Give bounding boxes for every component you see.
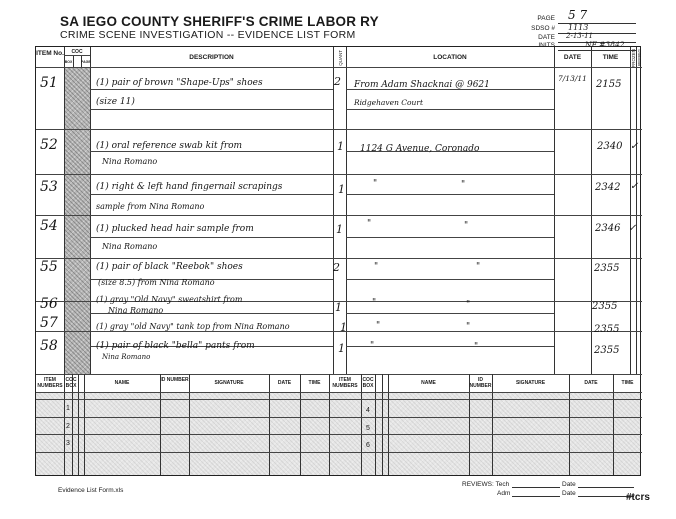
item-location-ditto: " bbox=[476, 262, 481, 272]
col-page: PAGE bbox=[81, 60, 91, 64]
item-check: ✓ bbox=[630, 181, 639, 192]
sdso-label: SDSO # bbox=[531, 25, 555, 32]
item-quantity: 1 bbox=[336, 223, 343, 236]
col-date: DATE bbox=[563, 54, 582, 61]
item-location-ditto: " bbox=[474, 342, 479, 352]
inits-label: INITS bbox=[538, 42, 555, 49]
form-title: SA IEGO COUNTY SHERIFF'S CRIME LABOR RY bbox=[60, 14, 379, 29]
custody-row-number: 6 bbox=[366, 442, 370, 449]
item-description: (1) oral reference swab kit from bbox=[96, 141, 243, 151]
page-value: 5 7 bbox=[568, 8, 588, 22]
item-location-ditto: " bbox=[376, 321, 381, 331]
item-location-ditto: " bbox=[464, 221, 469, 231]
col-quant: QUANT bbox=[338, 50, 343, 66]
col-refrig: REFRIG bbox=[637, 49, 642, 67]
reviews-adm-line bbox=[512, 496, 560, 497]
item-date: 7/13/11 bbox=[558, 74, 587, 83]
item-time: 2155 bbox=[596, 79, 622, 90]
form-filename: Evidence List Form.xls bbox=[58, 487, 124, 494]
custody-col-item-numbers: ITEM NUMBERS bbox=[332, 377, 358, 389]
col-item-no: ITEM No. bbox=[36, 50, 64, 57]
item-location: 1124 G Avenue, Coronado bbox=[360, 144, 480, 154]
custody-row-number: 4 bbox=[366, 407, 370, 414]
item-description: (1) gray "Old Navy" sweatshirt from bbox=[96, 295, 243, 304]
form-subtitle: CRIME SCENE INVESTIGATION -- EVIDENCE LIST FORM bbox=[60, 29, 356, 41]
item-quantity: 1 bbox=[338, 342, 345, 355]
page-label: PAGE bbox=[537, 15, 555, 22]
item-number: 53 bbox=[40, 179, 58, 195]
reviews-date-label: Date bbox=[562, 481, 576, 488]
col-location: LOCATION bbox=[433, 54, 467, 61]
item-time: 2355 bbox=[594, 345, 620, 356]
item-location-ditto: " bbox=[466, 322, 471, 332]
item-check: ✓ bbox=[628, 223, 637, 234]
item-location-ditto: " bbox=[373, 179, 378, 189]
item-check: ✓ bbox=[630, 141, 639, 152]
col-time: TIME bbox=[602, 54, 619, 61]
item-number: 52 bbox=[40, 137, 58, 153]
item-number: 58 bbox=[40, 338, 58, 354]
item-description-line2: Nina Romano bbox=[108, 306, 164, 315]
watermark-tag: #tcrs bbox=[626, 492, 650, 503]
item-quantity: 1 bbox=[340, 321, 347, 334]
custody-col-signature: SIGNATURE bbox=[214, 380, 244, 386]
item-time: 2342 bbox=[595, 182, 621, 193]
item-time: 2355 bbox=[592, 301, 618, 312]
item-location-ditto: " bbox=[367, 219, 372, 229]
item-number: 55 bbox=[40, 259, 58, 275]
item-description-line2: (size 8.5) from Nina Romano bbox=[98, 278, 215, 287]
item-time: 2355 bbox=[594, 324, 620, 335]
item-description-line2: sample from Nina Romano bbox=[96, 202, 205, 211]
item-description: (1) pair of brown "Shape-Ups" shoes bbox=[96, 78, 263, 88]
custody-col-name: NAME bbox=[421, 380, 436, 386]
inits-value: NF #3842 bbox=[585, 40, 625, 49]
item-time: 2346 bbox=[595, 223, 621, 234]
custody-col-date: DATE bbox=[277, 380, 292, 386]
item-description: (1) pair of black "Reebok" shoes bbox=[96, 262, 243, 272]
sdso-value: 1113 bbox=[568, 23, 589, 32]
item-description: (1) plucked head hair sample from bbox=[96, 224, 254, 234]
custody-col-coc-box: COC BOX bbox=[65, 377, 77, 389]
item-description-line2: (size 11) bbox=[96, 97, 135, 107]
col-frozen: FROZEN bbox=[631, 49, 636, 68]
col-description: DESCRIPTION bbox=[189, 54, 234, 61]
coc-shaded-column bbox=[64, 67, 90, 374]
col-coc: COC bbox=[71, 49, 83, 55]
item-number: 54 bbox=[40, 218, 58, 234]
item-description: (1) pair of black "bella" pants from bbox=[96, 341, 255, 351]
item-time: 2340 bbox=[597, 141, 623, 152]
item-quantity: 2 bbox=[333, 261, 340, 274]
item-location-ditto: " bbox=[461, 180, 466, 190]
item-location-ditto: " bbox=[372, 298, 377, 308]
item-description: (1) gray "old Navy" tank top from Nina Romano bbox=[96, 322, 290, 331]
item-description-line2: Nina Romano bbox=[102, 353, 151, 361]
item-description: (1) right & left hand fingernail scrapings bbox=[96, 182, 283, 192]
col-box: BOX bbox=[64, 60, 73, 64]
item-location-ditto: " bbox=[374, 262, 379, 272]
item-quantity: 1 bbox=[337, 140, 344, 153]
item-number: 56 bbox=[40, 296, 58, 312]
item-location-ditto: " bbox=[466, 300, 471, 310]
custody-row-number: 2 bbox=[66, 423, 70, 430]
custody-col-id-number: ID NUMBER bbox=[469, 377, 492, 389]
item-location-line2: Ridgehaven Court bbox=[354, 98, 423, 107]
item-quantity: 1 bbox=[338, 183, 345, 196]
reviews-tech-line bbox=[512, 487, 560, 488]
custody-col-time: TIME bbox=[308, 380, 321, 386]
item-description-line2: Nina Romano bbox=[102, 242, 158, 251]
item-number: 57 bbox=[40, 315, 58, 331]
custody-col-name: NAME bbox=[114, 380, 130, 386]
evidence-table bbox=[35, 46, 641, 476]
custody-row-number: 3 bbox=[66, 440, 70, 447]
item-time: 2355 bbox=[594, 263, 620, 274]
reviews-date-line bbox=[578, 487, 634, 488]
custody-col-id-number: ID NUMBER bbox=[160, 377, 189, 383]
date-value: 2-13-11 bbox=[566, 32, 593, 40]
item-number: 51 bbox=[40, 75, 58, 91]
reviews-tech-label: REVIEWS: Tech bbox=[462, 481, 510, 488]
custody-col-signature: SIGNATURE bbox=[515, 380, 546, 386]
custody-row-number: 1 bbox=[66, 405, 70, 412]
reviews-date2-label: Date bbox=[562, 490, 576, 497]
custody-col-coc-box: COC BOX bbox=[362, 377, 374, 389]
item-description-line2: Nina Romano bbox=[102, 157, 158, 166]
custody-col-time: TIME bbox=[621, 380, 634, 386]
date-label: DATE bbox=[538, 34, 555, 41]
custody-row-number: 5 bbox=[366, 425, 370, 432]
item-quantity: 2 bbox=[334, 75, 341, 88]
reviews-adm-label: Adm bbox=[497, 490, 511, 497]
item-location: From Adam Shacknai @ 9621 bbox=[354, 80, 490, 90]
custody-col-item-numbers: ITEM NUMBERS bbox=[37, 377, 63, 389]
custody-col-date: DATE bbox=[584, 380, 598, 386]
item-quantity: 1 bbox=[335, 301, 342, 314]
item-location-ditto: " bbox=[370, 341, 375, 351]
